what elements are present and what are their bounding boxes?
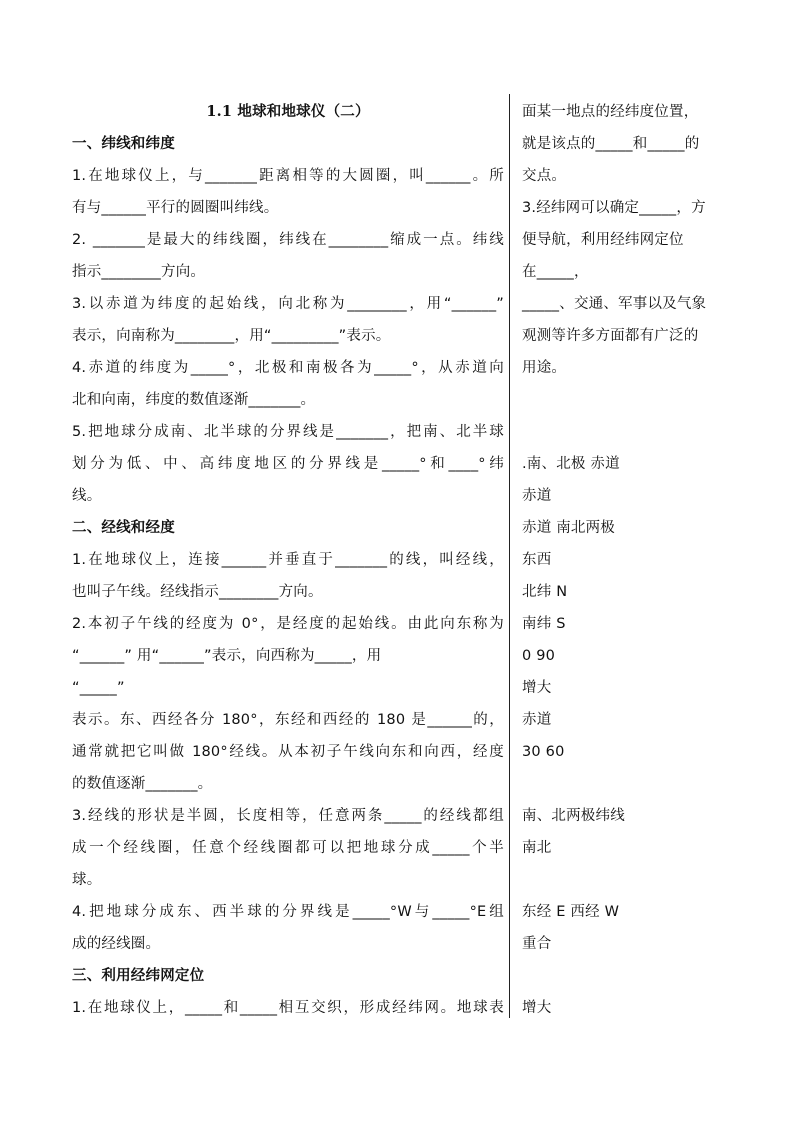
answer-text: .南、北极 赤道 <box>522 456 620 472</box>
answer-text: 重合 <box>522 936 552 952</box>
question-text: 1.在地球仪上，连接______并垂直于_______的线，叫经线， <box>72 552 504 568</box>
answer-text: 东经 E 西经 W <box>522 904 620 920</box>
question-text: 3.经线的形状是半圆，长度相等，任意两条_____的经线都组 <box>72 808 504 824</box>
question-text: 也叫子午线。经线指示________方向。 <box>72 584 323 600</box>
question-text: 表示。东、西经各分 180°，东经和西经的 180 是______的， <box>72 712 504 728</box>
question-text: 表示，向南称为________，用“_________”表示。 <box>72 328 391 344</box>
answer-text: 赤道 <box>522 488 552 504</box>
question-text: 3.以赤道为纬度的起始线，向北称为________，用“______” <box>72 296 504 312</box>
question-text: 面某一地点的经纬度位置， <box>522 104 699 120</box>
answer-text: 南、北两极纬线 <box>522 808 625 824</box>
question-text: “_____” <box>72 680 125 696</box>
left-column <box>72 96 504 1024</box>
question-text: 通常就把它叫做 180°经线。从本初子午线向东和向西，经度 <box>72 744 504 760</box>
question-text: 球。 <box>72 872 102 888</box>
blank-line <box>522 864 732 896</box>
answer-text: 南纬 S <box>522 616 566 632</box>
question-text: 便导航，利用经纬网定位 <box>522 232 684 248</box>
column-divider <box>509 94 510 1018</box>
answer-text: 东西 <box>522 552 552 568</box>
answer-text: 赤道 <box>522 712 552 728</box>
question-text: 指示________方向。 <box>72 264 206 280</box>
blank-line <box>522 384 732 416</box>
answer-text: 南北 <box>522 840 552 856</box>
section-heading-latitude: 一、纬线和纬度 <box>72 136 175 152</box>
question-text: 1.在地球仪上，与_______距离相等的大圆圈，叫______。所 <box>72 168 504 184</box>
question-text: 北和向南，纬度的数值逐渐_______。 <box>72 392 316 408</box>
answer-text: 0 90 <box>522 648 556 664</box>
blank-line <box>522 960 732 992</box>
question-text: 的数值逐渐_______。 <box>72 776 213 792</box>
question-text: 用途。 <box>522 360 567 376</box>
question-text: 4.把地球分成东、西半球的分界线是_____°W与_____°E组 <box>72 904 504 920</box>
question-text: 有与______平行的圆圈叫纬线。 <box>72 200 279 216</box>
section-heading-longitude: 二、经线和经度 <box>72 520 175 536</box>
question-text: _____、交通、军事以及气象 <box>522 296 707 312</box>
right-column <box>522 96 732 1024</box>
question-text: 观测等许多方面都有广泛的 <box>522 328 699 344</box>
answer-text: 增大 <box>522 1000 552 1016</box>
answer-text: 北纬 N <box>522 584 568 600</box>
question-text: 成的经线圈。 <box>72 936 161 952</box>
question-text: 划分为低、中、高纬度地区的分界线是_____°和____°纬 <box>72 456 504 472</box>
question-text: 5.把地球分成南、北半球的分界线是_______，把南、北半球 <box>72 424 504 440</box>
question-text: 2.本初子午线的经度为 0°，是经度的起始线。由此向东称为 <box>72 616 504 632</box>
question-text: 4.赤道的纬度为_____°，北极和南极各为_____°，从赤道向 <box>72 360 504 376</box>
question-text: 交点。 <box>522 168 567 184</box>
page-title: 1.1 地球和地球仪（二） <box>206 103 370 120</box>
section-heading-grid-location: 三、利用经纬网定位 <box>72 968 205 984</box>
blank-line <box>522 768 732 800</box>
blank-line <box>522 416 732 448</box>
question-text: “______” 用“______”表示，向西称为_____，用 <box>72 648 382 664</box>
question-text: 2. _______是最大的纬线圈，纬线在________缩成一点。纬线 <box>72 232 504 248</box>
question-text: 3.经纬网可以确定_____，方 <box>522 200 706 216</box>
question-text: 就是该点的_____和_____的 <box>522 136 700 152</box>
answer-text: 增大 <box>522 680 552 696</box>
answer-text: 赤道 南北两极 <box>522 520 616 536</box>
question-text: 成一个经线圈，任意个经线圈都可以把地球分成_____个半 <box>72 840 504 856</box>
answer-text: 30 60 <box>522 744 565 760</box>
question-text: 1.在地球仪上，_____和_____相互交织，形成经纬网。地球表 <box>72 1000 504 1016</box>
question-text: 线。 <box>72 488 102 504</box>
question-text: 在_____， <box>522 264 589 280</box>
